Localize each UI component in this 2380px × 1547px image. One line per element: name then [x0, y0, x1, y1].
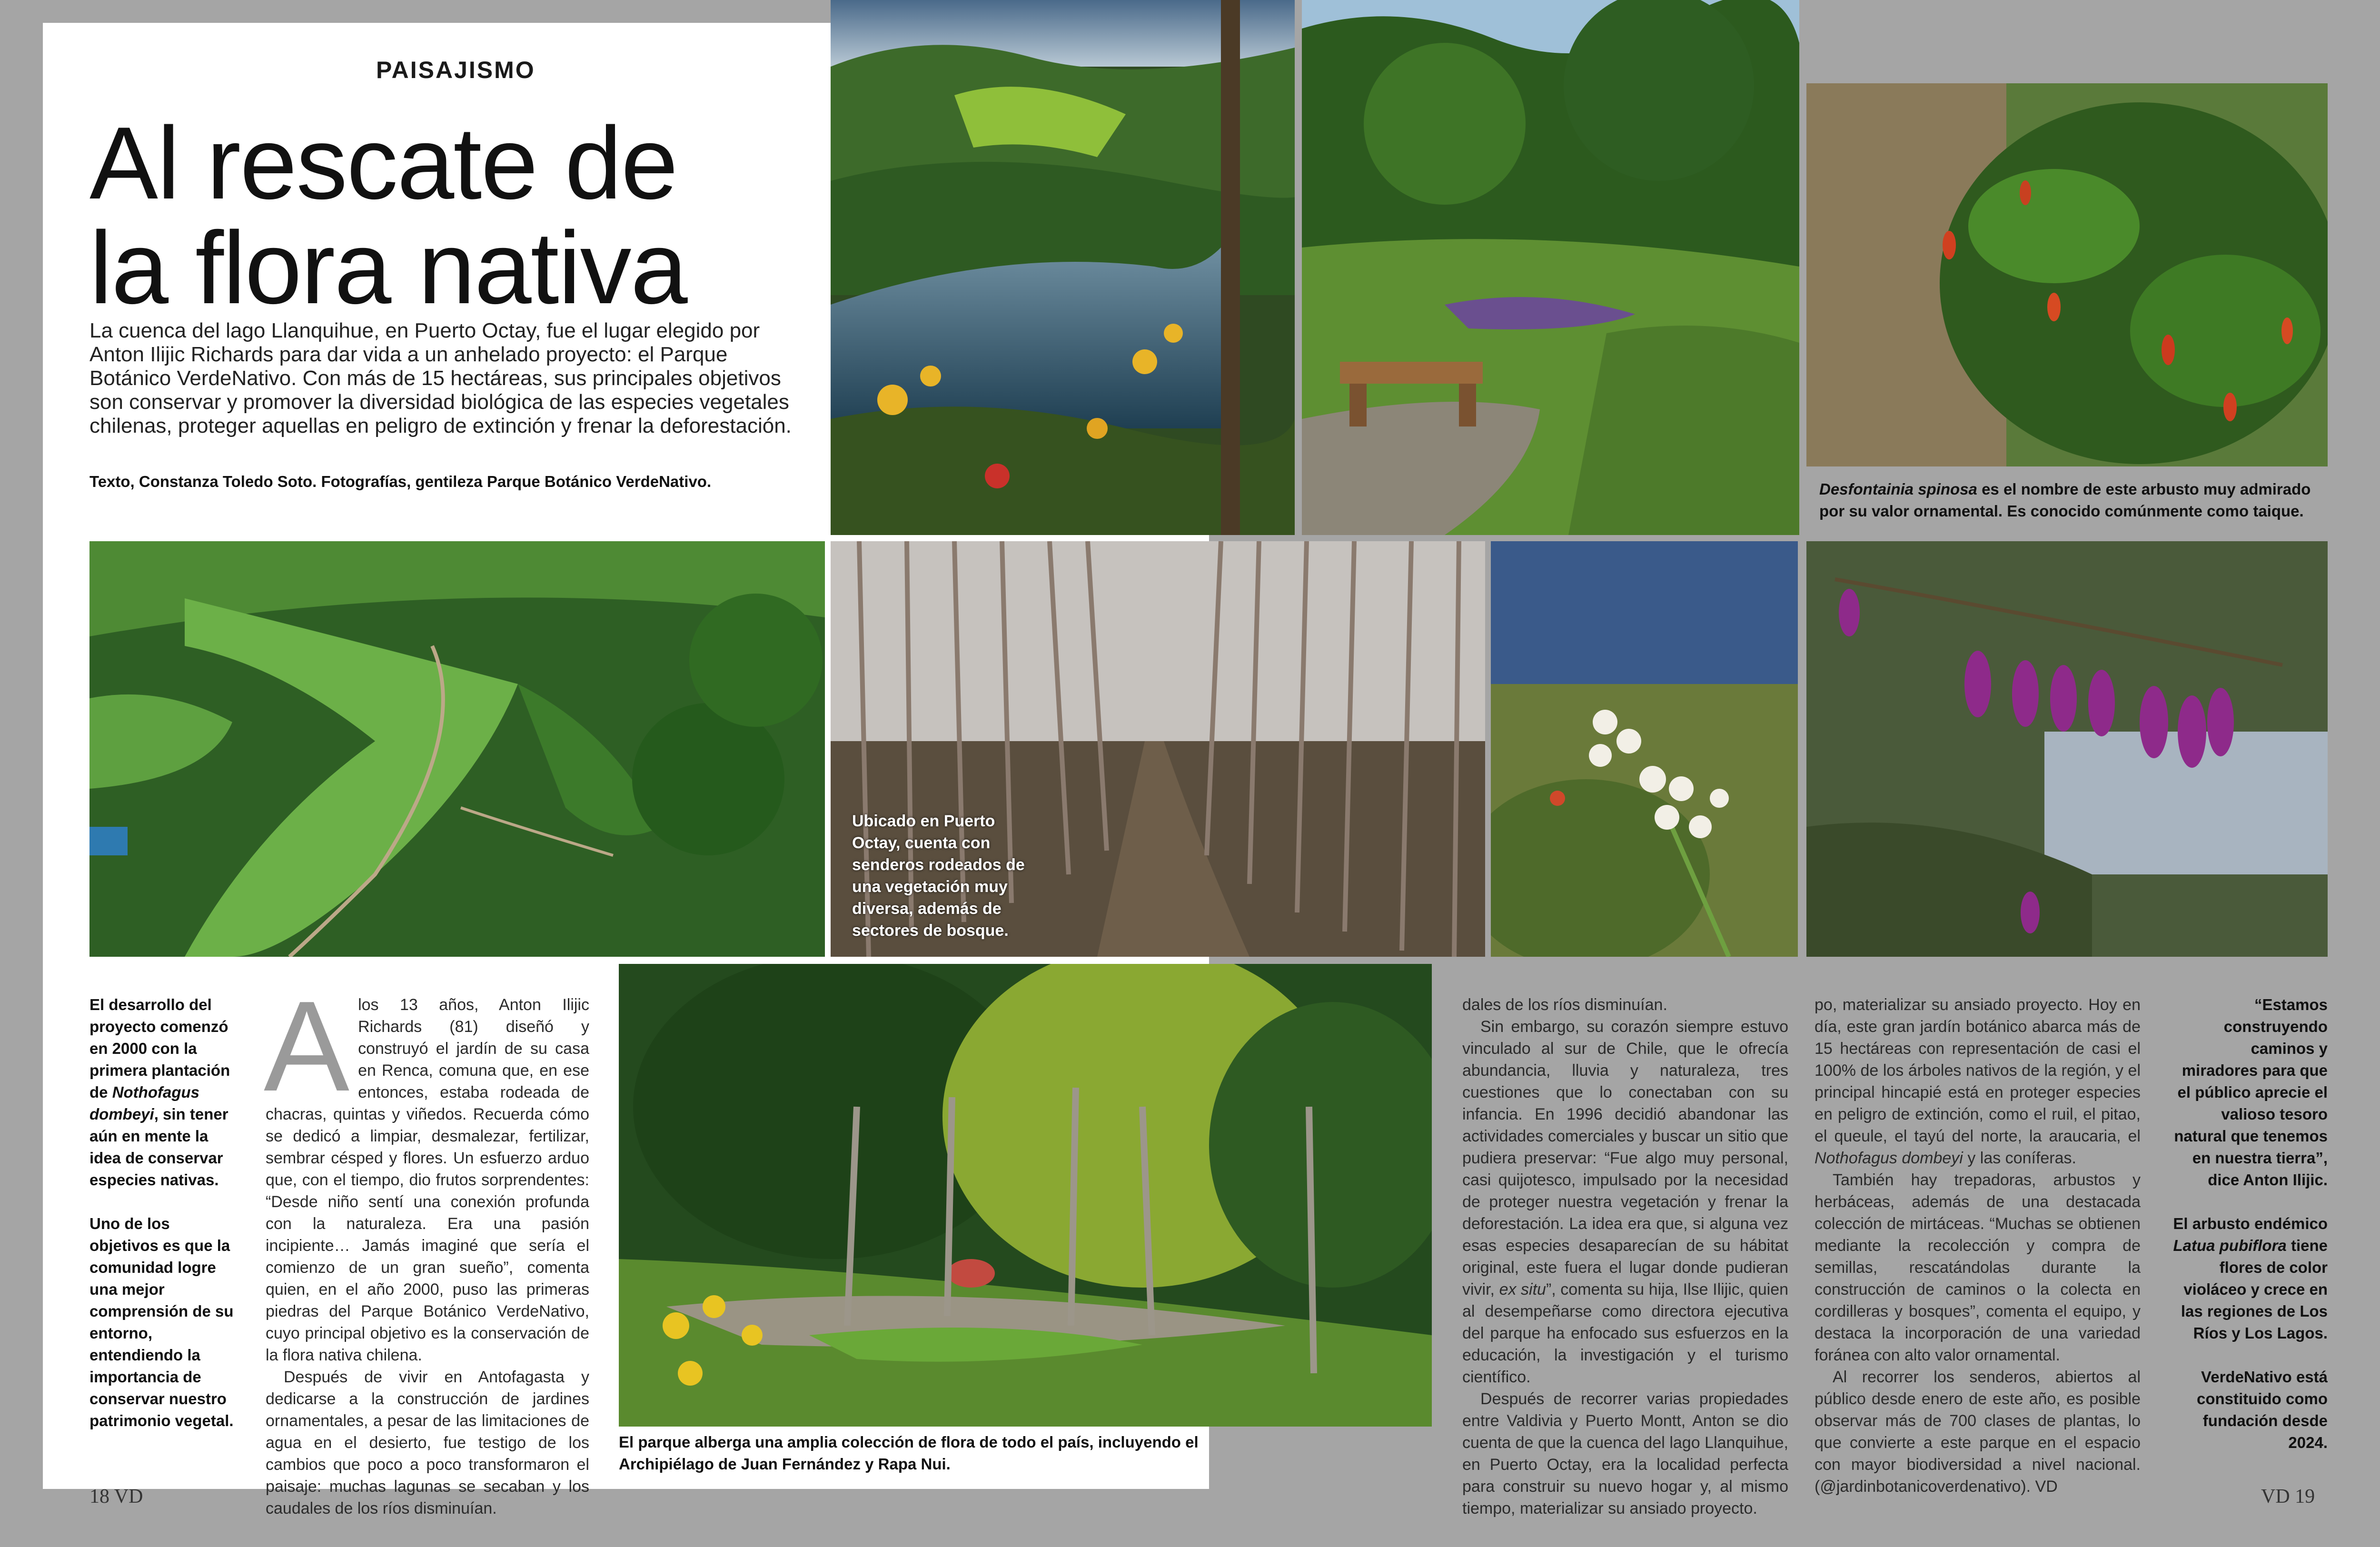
title-line-1: Al rescate de [89, 105, 677, 220]
sidebar-foundation: VerdeNativo está constituido como fundación desde 2024. [2197, 1368, 2328, 1451]
taique-species: Desfontainia spinosa [1819, 480, 1977, 498]
body-col2-continuation: dales de los ríos disminuían. [1462, 996, 1667, 1014]
sidebar-latua-start: El arbusto endémico [2173, 1215, 2328, 1232]
taique-caption-text: es el nombre de este arbusto muy admirado por su valor ornamental. Es conocido comúnmente como taique. [1819, 480, 2311, 520]
park-caption: El parque alberga una amplia colección de flora de todo el país, incluyendo el Archipiélago de Juan Fernández y Rapa Nui. [619, 1433, 1199, 1473]
left-sidebar [89, 994, 237, 1454]
sidebar-latua-species: Latua pubiflora [2173, 1237, 2287, 1254]
body-col3-paragraph-2: También hay trepadoras, arbustos y herbáceas, además de una destacada colección de mirtáceas. “Muchas se obtienen mediante la recolección y compra de semillas, rescatándolas durante la construcción de caminos o la colecta en cordilleras y bosques”, comenta el equipo, y destaca la incorporación de una variedad foránea con alto valor ornamental. [1815, 1171, 2141, 1364]
sidebar-left-p1-start: El desarrollo del proyecto comenzó en 2000 con la primera plantación de [89, 996, 230, 1101]
folio-right: VD 19 [2261, 1486, 2315, 1507]
body-paragraph-1 [264, 975, 589, 1366]
forest-path-caption: Ubicado en Puerto Octay, cuenta con senderos rodeados de una vegetación muy diversa, además de sectores de bosque. [852, 812, 1025, 940]
body-paragraph-2: Después de vivir en Antofagasta y dedicarse a la construcción de jardines ornamentales, a pesar de las limitaciones de agua en el desierto, fue testigo de los cambios que poco a poco transformaron el paisaje: muchas lagunas se secaban y los caudales de los ríos disminuían. [266, 1368, 589, 1517]
body-paragraph-1-text: los 13 años, Anton Ilijic Richards (81) diseñó y construyó el jardín de su casa en Renca, comuna que, en ese entonces, estaba rodeada de chacras, quintas y viñedos. Recuerda cómo se dedicó a limpiar, desmalezar, fertilizar, sembrar césped y flores. Un esfuerzo arduo que, con el tiempo, dio frutos sorprendentes: “Desde niño sentí una conexión profunda con la naturaleza. Era una pasión incipiente… Jamás imaginé que sería el comienzo de un gran sueño”, comenta quien, en el año 2000, puso las primeras piedras del Parque Botánico VerdeNativo, cuyo principal objetivo es la conservación de la flora nativa chilena. [266, 996, 589, 1364]
bench-garden-photo [1302, 0, 1799, 535]
sidebar-left-p2: Uno de los objetivos es que la comunidad logre una mejor comprensión de su entorno, entendiendo la importancia de conservar nuestro patrimonio vegetal. [89, 1215, 234, 1429]
folio-left: 18 VD [89, 1486, 143, 1507]
body-col2-p1-italic: ex situ [1499, 1280, 1546, 1299]
body-column-1 [264, 975, 589, 1519]
park-photo [619, 964, 1432, 1427]
body-col3-p1-italic: Nothofagus dombeyi [1815, 1149, 1963, 1167]
right-sidebar [2171, 994, 2328, 1476]
sidebar-latua-end: tiene flores de color violáceo y crece en las regiones de Los Ríos y Los Lagos. [2181, 1237, 2328, 1342]
lead-paragraph: La cuenca del lago Llanquihue, en Puerto Octay, fue el lugar elegido por Anton Ilijic Richards para dar vida a un anhelado proyecto: el Parque Botánico VerdeNativo. Con más de 15 hectáreas, sus principales objetivos son conservar y promover la diversidad biológica de las especies vegetales chilenas, proteger aquellas en peligro de extinción y frenar la deforestación. [89, 319, 792, 437]
section-label: PAISAJISMO [376, 57, 536, 83]
body-col2-p1-start: Sin embargo, su corazón siempre estuvo vinculado al sur de Chile, que le ofrecía abundancia, lluvia y naturaleza, tres cuestiones que lo conectaban con su infancia. En 1996 decidió abandonar las actividades comerciales y buscar un sitio que pudiera preservar: “Fue algo muy personal, casi quijotesco, impulsado por la necesidad de proteger nuestra vegetación y frenar la deforestación. La idea era que, si alguna vez esas especies desaparecían de su hábitat original, este fuera el lugar donde pudieran vivir, [1462, 1018, 1788, 1299]
white-flowers-photo [1491, 541, 1798, 957]
body-column-3 [1815, 994, 2141, 1497]
body-col3-p1-start: po, materializar su ansiado proyecto. Hoy en día, este gran jardín botánico abarca más de 15 hectáreas con representación de casi el 100% de los árboles nativos de la región, y el principal hincapié está en proteger especies en peligro de extinción, como el ruil, el pitao, el queule, el tayú del norte, la araucaria, el [1815, 996, 2141, 1145]
taique-caption [1819, 478, 2324, 522]
body-col2-paragraph-2: Después de recorrer varias propiedades entre Valdivia y Puerto Montt, Anton se dio cuenta de que la cuenca del lago Llanquihue, en Puerto Octay, era la localidad perfecta para construir su nuevo hogar y, al mismo tiempo, materializar su ansiado proyecto. [1462, 1390, 1788, 1517]
lake-photo [831, 0, 1295, 535]
drop-cap: A [264, 975, 350, 1118]
body-col3-paragraph-1 [1815, 994, 2141, 1169]
body-col3-p1-end: y las coníferas. [1963, 1149, 2076, 1167]
aerial-photo [89, 541, 825, 957]
body-col2-p1-end: ”, comenta su hija, Ilse Ilijic, quien al desempeñarse como directora ejecutiva del parque ha enfocado sus esfuerzos en la educación, la investigación y el turismo científico. [1462, 1280, 1789, 1386]
sidebar-left-p1 [89, 994, 237, 1191]
sidebar-quote: “Estamos construyendo caminos y miradores para que el público aprecie el valioso tesoro natural que tenemos en nuestra tierra”, dice Anton Ilijic. [2174, 996, 2328, 1189]
title-line-2: la flora nativa [89, 210, 687, 325]
latua-photo [1806, 541, 2328, 957]
sidebar-left-p1-end: , sin tener aún en mente la idea de conservar especies nativas. [89, 1105, 228, 1189]
credit-line: Texto, Constanza Toledo Soto. Fotografías, gentileza Parque Botánico VerdeNativo. [89, 473, 712, 490]
taique-photo [1806, 83, 2328, 466]
body-column-2 [1462, 994, 1788, 1519]
sidebar-latua [2171, 1213, 2328, 1344]
page-title [89, 105, 687, 325]
sidebar-left-species: Nothofagus dombeyi [89, 1083, 199, 1123]
body-col3-paragraph-3: Al recorrer los senderos, abiertos al público desde enero de este año, es posible observar más de 700 clases de plantas, lo que convierte a este parque en el espacio con mayor biodiversidad a nivel nacional. (@jardinbotanicoverdenativo). VD [1815, 1368, 2141, 1496]
body-col2-paragraph-1 [1462, 1016, 1788, 1388]
